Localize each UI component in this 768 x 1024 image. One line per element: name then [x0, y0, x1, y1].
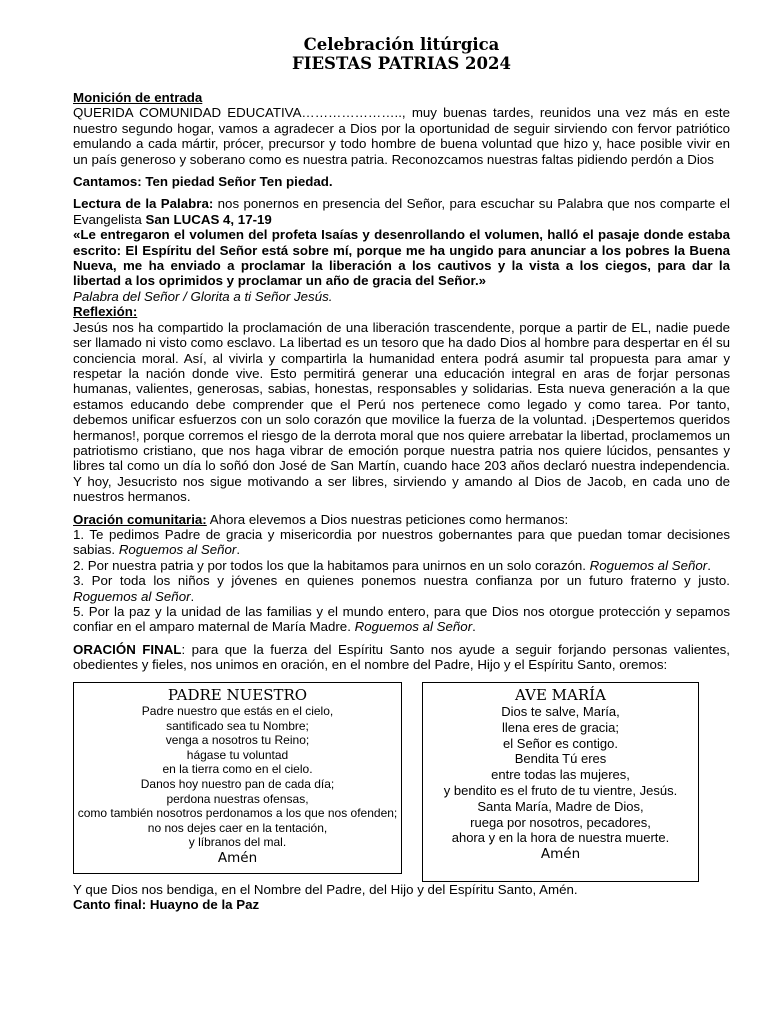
- prayer-line: ruega por nosotros, pecadores,: [470, 814, 651, 830]
- petition: 3. Por toda los niños y jóvenes en quienes ponemos nuestra confianza por un futuro fraterno y justo. Roguemos al Señor.: [73, 573, 730, 604]
- prayer-line: ahora y en la hora de nuestra muerte.: [451, 830, 670, 846]
- prayer-line: y bendito es el fruto de tu vientre, Jesús.: [443, 782, 678, 798]
- prayer-line: Padre nuestro que estás en el cielo,: [141, 704, 334, 718]
- oracion-comunitaria-intro: Oración comunitaria: Ahora elevemos a Dios nuestras peticiones como hermanos:: [73, 511, 569, 527]
- padre-nuestro-amen: Amén: [217, 849, 258, 866]
- prayer-line: perdona nuestras ofensas,: [166, 791, 309, 806]
- prayer-line: y líbranos del mal.: [188, 835, 287, 850]
- prayer-line: llena eres de gracia;: [501, 719, 620, 735]
- gospel-response: Palabra del Señor / Glorita a ti Señor Jesús.: [73, 288, 333, 304]
- title-line-1: Celebración litúrgica: [303, 35, 500, 54]
- cantamos-line: Cantamos: Ten piedad Señor Ten piedad.: [73, 174, 333, 190]
- monicion-heading: Monición de entrada: [73, 90, 203, 105]
- closing-section: [73, 882, 730, 913]
- prayer-line: hágase tu voluntad: [186, 747, 289, 762]
- title-line-2: FIESTAS PATRIAS 2024: [292, 54, 511, 73]
- prayer-line: Santa María, Madre de Dios,: [477, 798, 644, 814]
- petition: 2. Por nuestra patria y por todos los que la habitamos para unirnos en un solo corazón. Roguemos al Señor.: [73, 557, 711, 573]
- ave-maria-amen: Amén: [540, 846, 581, 863]
- prayer-line: Danos hoy nuestro pan de cada día;: [140, 776, 335, 791]
- oracion-comunitaria-heading: Oración comunitaria:: [73, 511, 207, 527]
- petition: 1. Te pedimos Padre de gracia y misericordia por nuestros gobernantes para que puedan tomar decisiones sabias. Roguemos al Señor.: [73, 526, 730, 558]
- document-title: [73, 35, 730, 73]
- padre-nuestro-box: [73, 682, 402, 874]
- prayer-line: Bendita Tú eres: [514, 751, 607, 767]
- blessing-line: Y que Dios nos bendiga, en el Nombre del Padre, del Hijo y del Espíritu Santo, Amén.: [73, 882, 578, 897]
- ave-maria-title: AVE MARÍA: [515, 686, 606, 704]
- prayer-line: no nos dejes caer en la tentación,: [147, 820, 328, 835]
- petition: 5. Por la paz y la unidad de las familias y el mundo entero, para que Dios nos otorgue protección y sepamos confiar en el amparo maternal de María Madre. Roguemos al Señor.: [73, 604, 730, 635]
- monicion-text: QUERIDA COMUNIDAD EDUCATIVA………………….., muy buenas tardes, reunidos una vez más en este nuestro segundo hogar, vamos a agradecer a Dios por la oportunidad de seguir sirviendo con fervor patriótico emulando a cada mártir, prócer, precursor y todo hombre de buena voluntad que hizo y, hace posible vivir en un país generoso y soberano como es nuestra patria. Reconozcamos nuestras faltas pidiendo perdón a Dios: [73, 105, 730, 167]
- prayer-line: el Señor es contigo.: [503, 735, 618, 751]
- oracion-final-paragraph: ORACIÓN FINAL: para que la fuerza del Espíritu Santo nos ayude a seguir forjando personas valientes, obedientes y fieles, nos unimos en oración, en el nombre del Padre, Hijo y el Espíritu Santo, oremos:: [73, 641, 730, 673]
- prayer-line: Dios te salve, María,: [501, 704, 620, 719]
- prayer-line: santificado sea tu Nombre;: [166, 718, 309, 733]
- prayer-line: entre todas las mujeres,: [491, 767, 630, 783]
- lectura-text: nos ponernos en presencia del Señor, para escuchar su Palabra que nos comparte el Evangelista: [73, 196, 730, 227]
- prayer-line: venga a nosotros tu Reino;: [165, 733, 310, 748]
- oracion-final-heading: ORACIÓN FINAL: [73, 641, 182, 657]
- prayer-line: en la tierra como en el cielo.: [162, 762, 313, 777]
- canto-final-line: Canto final: Huayno de la Paz: [73, 897, 260, 913]
- reflexion-heading: Reflexión:: [73, 304, 138, 320]
- ave-maria-box: [422, 682, 699, 882]
- padre-nuestro-title: PADRE NUESTRO: [167, 686, 308, 704]
- prayer-line: como también nosotros perdonamos a los que nos ofenden;: [77, 806, 398, 821]
- reflexion-text: Jesús nos ha compartido la proclamación de una liberación trascendente, porque a partir de EL, nadie puede ser llamado ni visto como esclavo. La libertad es un tesoro que ha dado Dios al hombre para despertar en él su conciencia moral. Así, al vivirla y compartirla la humanidad entera podrá asumir tal propuesta para amar y respetar la nación donde vive. Esto permitirá generar una educación integral en aras de forjar personas humanas, valientes, generosas, sabias, honestas, responsables y solidarias. Esta nueva generación a la que estamos educando debe comprender que el Perú nos pertenece como legado y como tarea. Por tanto, debemos unificar esfuerzos con un solo corazón que movilice la fuerza de la voluntad. ¡Despertemos queridos hermanos!, porque corremos el riesgo de la derrota moral que nos quiere arrebatar la libertad, proclamemos un patriotismo cristiano, que nos haga vibrar de emoción porque nuestra patria nos quiere lúcidos, pensantes y libres tal como un día lo soñó don José de San Martín, cuando hace 203 años declaró nuestra independencia. Y hoy, Jesucristo nos sigue motivando a ser libres, sirviendo y amando al Dios de Jacob, en cada uno de nuestros hermanos.: [73, 319, 730, 505]
- document-body: [73, 90, 730, 673]
- lectura-label: Lectura de la Palabra:: [73, 196, 214, 212]
- prayer-boxes: [73, 682, 730, 882]
- gospel-quote: «Le entregaron el volumen del profeta Isaías y desenrollando el volumen, halló el pasaje donde estaba escrito: El Espíritu del Señor está sobre mí, porque me ha ungido para anunciar a los pobres la Buena Nueva, me ha enviado a proclamar la liberación a los cautivos y la vista a los ciegos, para dar la libertad a los oprimidos y proclamar un año de gracia del Señor.»: [73, 227, 730, 289]
- lectura-reference: San LUCAS 4, 17-19: [145, 211, 272, 227]
- lectura-paragraph: [73, 196, 730, 227]
